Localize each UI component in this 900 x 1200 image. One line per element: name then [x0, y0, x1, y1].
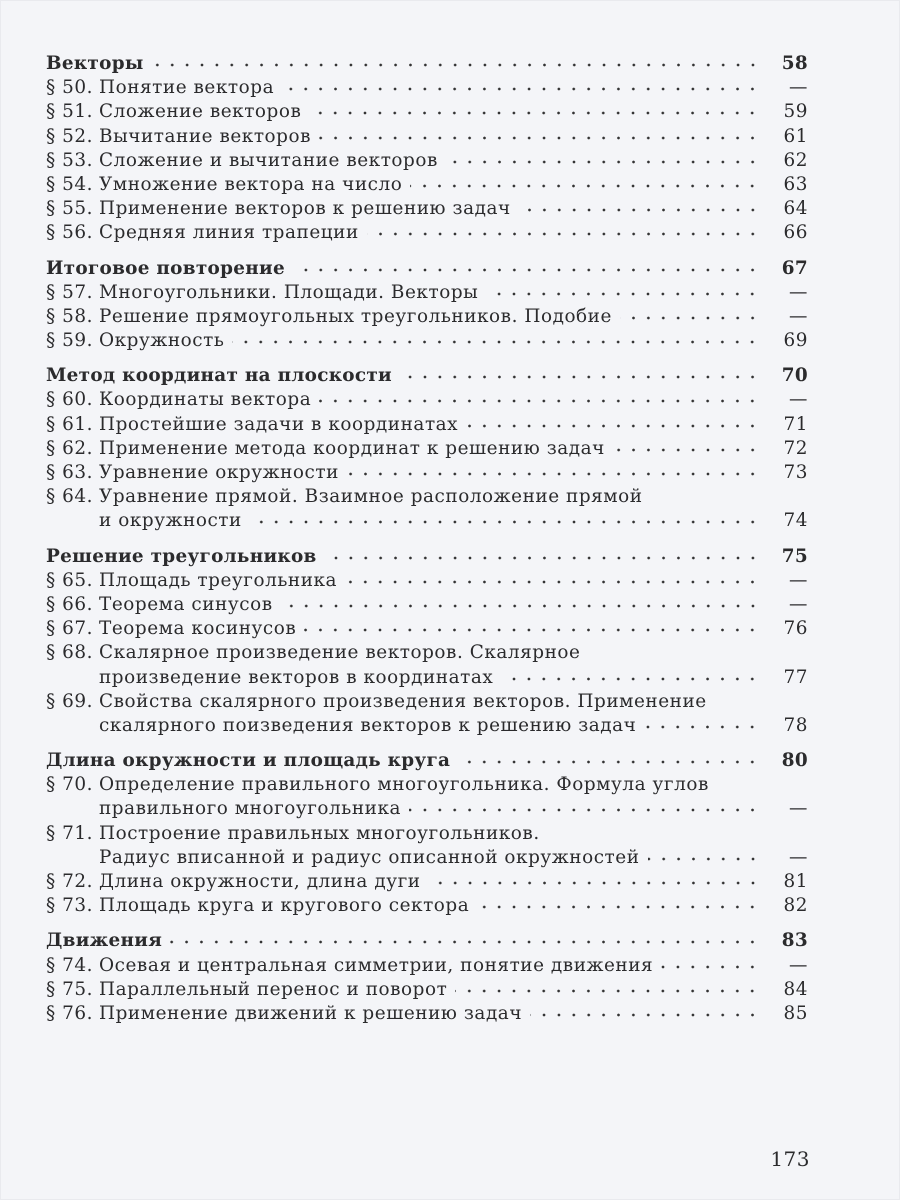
entry-body: [99, 149, 770, 173]
section-heading-body: [46, 364, 770, 388]
toc-entry[interactable]: [46, 1002, 808, 1026]
entry-title: правильного многоугольника: [99, 798, 402, 820]
entry-page: 69: [783, 330, 808, 352]
entry-body: [99, 125, 770, 149]
toc-entry[interactable]: [46, 388, 808, 412]
entry-title: Средняя линия трапеции: [99, 222, 359, 244]
entry-body: [99, 593, 770, 617]
entry-body: [99, 978, 770, 1002]
entry-page: 63: [783, 173, 808, 195]
entry-title: Умножение вектора на число: [99, 173, 403, 195]
toc-entry[interactable]: [46, 125, 808, 149]
toc-entry-line[interactable]: [46, 773, 808, 797]
toc-section: [46, 364, 808, 533]
entry-page: —: [789, 569, 808, 591]
entry-page: —: [789, 846, 808, 868]
entry-number: § 61.: [46, 413, 94, 435]
entry-title: Площадь треугольника: [99, 569, 338, 591]
toc-entry[interactable]: [46, 76, 808, 100]
entry-title: Теорема косинусов: [99, 618, 297, 640]
page-number: 173: [770, 1147, 810, 1171]
entry-body: [99, 509, 770, 533]
entry-body: [99, 461, 770, 485]
entry-title: Многоугольники. Площади. Векторы: [99, 281, 479, 303]
dot-leader: [319, 134, 760, 142]
entry-title: Уравнение прямой. Взаимное расположение прямой: [99, 486, 643, 508]
dot-leader: [293, 266, 760, 274]
toc-entry-line[interactable]: [46, 485, 808, 509]
entry-title: Уравнение окружности: [99, 462, 339, 483]
entry-body: [99, 100, 770, 124]
entry-number: § 67.: [46, 618, 94, 640]
entry-body: [99, 690, 770, 714]
dot-leader: [477, 903, 760, 911]
entry-body: [99, 388, 770, 412]
entry-title: Сложение векторов: [99, 101, 302, 123]
entry-title: Теорема синусов: [99, 593, 273, 615]
section-heading-body: [46, 257, 770, 281]
entry-page: 84: [783, 978, 808, 1000]
section-heading[interactable]: [46, 364, 808, 388]
dot-leader: [319, 397, 760, 405]
entry-title: и окружности: [99, 510, 242, 532]
entry-body: [99, 714, 770, 738]
section-heading[interactable]: [46, 257, 808, 281]
toc-entry[interactable]: [46, 797, 808, 821]
entry-title: Решение прямоугольных треугольников. Подобие: [99, 305, 612, 327]
section-title: Итоговое повторение: [46, 257, 285, 279]
toc-entry[interactable]: [46, 954, 808, 978]
toc-section: [46, 52, 808, 246]
entry-body: [99, 485, 770, 509]
dot-leader: [429, 879, 760, 887]
section-page: 83: [781, 930, 808, 952]
entry-page: —: [789, 281, 808, 303]
toc-entry[interactable]: [46, 461, 808, 485]
section-page: 80: [781, 750, 808, 772]
dot-leader: [152, 61, 760, 69]
dot-leader: [644, 723, 760, 731]
entry-number: § 55.: [46, 198, 94, 220]
entry-number: § 69.: [46, 690, 94, 712]
dot-leader: [530, 1011, 760, 1019]
entry-page: —: [789, 77, 808, 99]
dot-leader: [620, 314, 760, 322]
entry-title: Радиус вписанной и радиус описанной окружностей: [99, 846, 640, 868]
section-title: Метод координат на плоскости: [46, 365, 392, 387]
entry-number: § 74.: [46, 954, 94, 976]
entry-title: Осевая и центральная симметрии, понятие движения: [99, 954, 654, 976]
toc-section: [46, 929, 808, 1026]
section-title: Длина окружности и площадь круга: [46, 750, 451, 772]
toc-entry[interactable]: [46, 173, 808, 197]
section-page: 58: [781, 53, 808, 74]
entry-number: § 59.: [46, 330, 94, 352]
section-heading[interactable]: [46, 929, 808, 953]
entry-page: 71: [783, 413, 808, 435]
entry-page: 74: [783, 510, 808, 532]
toc-entry[interactable]: [46, 593, 808, 617]
entry-body: [99, 641, 770, 665]
entry-page: 61: [783, 125, 808, 147]
toc-entry[interactable]: [46, 714, 808, 738]
entry-number: § 63.: [46, 462, 94, 483]
entry-page: 64: [783, 198, 808, 220]
entry-page: 59: [783, 101, 808, 123]
toc-entry[interactable]: [46, 413, 808, 437]
dot-leader: [347, 470, 760, 478]
entry-body: [99, 173, 770, 197]
entry-title: Свойства скалярного произведения векторов. Применение: [99, 690, 707, 712]
toc-entry[interactable]: [46, 197, 808, 221]
entry-body: [99, 797, 770, 821]
entry-body: [99, 329, 770, 353]
dot-leader: [661, 963, 760, 971]
entry-number: § 68.: [46, 642, 94, 664]
section-heading[interactable]: [46, 749, 808, 773]
toc-entry[interactable]: [46, 569, 808, 593]
entry-title: Понятие вектора: [99, 77, 275, 99]
toc-entry[interactable]: [46, 509, 808, 533]
entry-body: [99, 666, 770, 690]
entry-number: § 66.: [46, 593, 94, 615]
entry-body: [99, 773, 770, 797]
entry-title: Параллельный перенос и поворот: [99, 978, 448, 1000]
dot-leader: [519, 206, 760, 214]
entry-page: 62: [783, 149, 808, 171]
entry-number: § 65.: [46, 569, 94, 591]
entry-page: 82: [783, 895, 808, 917]
entry-page: 77: [783, 666, 808, 688]
entry-page: —: [789, 305, 808, 327]
dot-leader: [281, 602, 760, 610]
entry-body: [99, 221, 770, 245]
entry-page: 72: [783, 437, 808, 459]
entry-body: [99, 281, 770, 305]
entry-page: 66: [783, 222, 808, 244]
entry-title: Определение правильного многоугольника. Формула углов: [99, 774, 709, 796]
entry-body: [99, 197, 770, 221]
entry-number: § 56.: [46, 222, 94, 244]
dot-leader: [250, 518, 760, 526]
toc-entry[interactable]: [46, 894, 808, 918]
entry-body: [99, 76, 770, 100]
entry-page: 81: [783, 871, 808, 892]
entry-page: 73: [783, 462, 808, 483]
entry-body: [99, 1002, 770, 1026]
section-page: 67: [781, 257, 808, 279]
section-heading-body: [46, 929, 770, 953]
dot-leader: [410, 182, 760, 190]
entry-body: [99, 954, 770, 978]
section-heading-body: [46, 52, 770, 76]
entry-number: § 52.: [46, 125, 94, 147]
entry-title: скалярного поизведения векторов к решению задач: [99, 714, 637, 736]
dot-leader: [466, 422, 760, 430]
dot-leader: [345, 578, 760, 586]
entry-number: § 54.: [46, 173, 94, 195]
toc-entry[interactable]: [46, 617, 808, 641]
dot-leader: [170, 938, 760, 946]
toc-entry[interactable]: [46, 870, 808, 894]
entry-number: § 70.: [46, 774, 94, 796]
entry-number: § 73.: [46, 895, 94, 917]
dot-leader: [458, 758, 760, 766]
section-heading-body: [46, 545, 770, 569]
entry-body: [99, 846, 770, 870]
entry-title: произведение векторов в координатах: [99, 666, 494, 688]
entry-number: § 58.: [46, 305, 94, 327]
entry-title: Сложение и вычитание векторов: [99, 149, 438, 171]
toc-entry[interactable]: [46, 437, 808, 461]
toc-section: [46, 545, 808, 739]
toc-entry[interactable]: [46, 221, 808, 245]
entry-body: [99, 870, 770, 894]
entry-number: § 71.: [46, 822, 94, 844]
toc-entry[interactable]: [46, 329, 808, 353]
entry-number: § 57.: [46, 281, 94, 303]
table-of-contents: [46, 52, 808, 1037]
entry-number: § 72.: [46, 871, 94, 892]
section-heading-body: [46, 749, 770, 773]
entry-number: § 64.: [46, 486, 94, 508]
toc-section: [46, 749, 808, 918]
toc-entry[interactable]: [46, 846, 808, 870]
toc-entry-line[interactable]: [46, 690, 808, 714]
toc-entry[interactable]: [46, 100, 808, 124]
section-page: 70: [781, 365, 808, 387]
entry-body: [99, 413, 770, 437]
section-page: 75: [781, 545, 808, 567]
toc-entry-line[interactable]: [46, 641, 808, 665]
dot-leader: [282, 85, 760, 93]
entry-number: § 76.: [46, 1002, 94, 1024]
entry-page: 85: [783, 1002, 808, 1024]
entry-body: [99, 305, 770, 329]
entry-body: [99, 437, 770, 461]
toc-entry[interactable]: [46, 666, 808, 690]
entry-page: —: [789, 798, 808, 820]
entry-number: § 51.: [46, 101, 94, 123]
dot-leader: [648, 855, 760, 863]
entry-title: Вычитание векторов: [99, 125, 312, 147]
toc-section: [46, 257, 808, 354]
dot-leader: [446, 158, 760, 166]
entry-body: [99, 822, 770, 846]
entry-title: Окружность: [99, 330, 225, 352]
dot-leader: [613, 446, 760, 454]
entry-title: Площадь круга и кругового сектора: [99, 895, 470, 917]
entry-title: Применение векторов к решению задач: [99, 198, 511, 220]
entry-body: [99, 569, 770, 593]
section-heading[interactable]: [46, 545, 808, 569]
entry-page: —: [789, 593, 808, 615]
entry-number: § 75.: [46, 978, 94, 1000]
dot-leader: [486, 290, 760, 298]
toc-entry[interactable]: [46, 978, 808, 1002]
entry-body: [99, 617, 770, 641]
entry-title: Применение движений к решению задач: [99, 1002, 523, 1024]
entry-title: Построение правильных многоугольников.: [99, 822, 540, 844]
entry-number: § 62.: [46, 437, 94, 459]
toc-entry[interactable]: [46, 305, 808, 329]
entry-title: Скалярное произведение векторов. Скалярное: [99, 642, 581, 664]
dot-leader: [367, 230, 760, 238]
dot-leader: [501, 675, 760, 683]
dot-leader: [409, 806, 760, 814]
dot-leader: [400, 373, 760, 381]
entry-page: —: [789, 389, 808, 411]
section-title: Решение треугольников: [46, 545, 317, 567]
entry-page: 76: [783, 618, 808, 640]
entry-number: § 60.: [46, 389, 94, 411]
toc-entry[interactable]: [46, 149, 808, 173]
entry-body: [99, 894, 770, 918]
entry-page: —: [789, 954, 808, 976]
section-heading[interactable]: [46, 52, 808, 76]
section-title: Движения: [46, 930, 163, 952]
section-title: Векторы: [46, 53, 144, 74]
entry-number: § 50.: [46, 77, 94, 99]
dot-leader: [232, 338, 760, 346]
entry-title: Применение метода координат к решению задач: [99, 437, 605, 459]
dot-leader: [304, 626, 760, 634]
toc-entry-line[interactable]: [46, 822, 808, 846]
dot-leader: [325, 554, 760, 562]
entry-title: Простейшие задачи в координатах: [99, 413, 459, 435]
entry-page: 78: [783, 714, 808, 736]
entry-title: Координаты вектора: [99, 389, 312, 411]
dot-leader: [455, 987, 760, 995]
entry-number: § 53.: [46, 149, 94, 171]
dot-leader: [309, 109, 760, 117]
toc-entry[interactable]: [46, 281, 808, 305]
entry-title: Длина окружности, длина дуги: [99, 871, 421, 892]
